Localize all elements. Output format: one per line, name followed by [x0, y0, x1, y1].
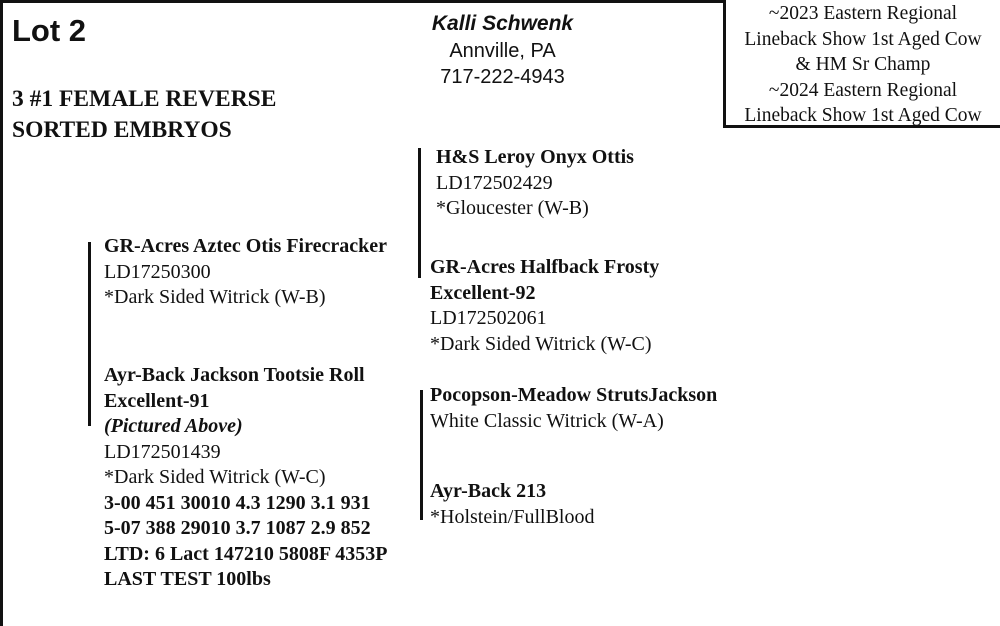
seller-location: Annville, PA — [449, 40, 556, 62]
sire-dam-breed: *Dark Sided Witrick (W-C) — [430, 332, 652, 355]
dam-dam-block — [430, 479, 594, 530]
seller-name: Kalli Schwenk — [431, 12, 574, 35]
sire-sire-name: H&S Leroy Onyx Ottis — [436, 146, 634, 168]
sire-block — [104, 234, 387, 311]
sire-dam-registration: LD172502061 — [430, 307, 547, 329]
award-line: Lineback Show 1st Aged Cow — [744, 28, 982, 50]
dam-record: LAST TEST 100lbs — [104, 568, 271, 590]
sire-dam-block — [430, 255, 659, 357]
sire-dam-score: Excellent-92 — [430, 281, 536, 304]
award-line: & HM Sr Champ — [795, 54, 931, 75]
sire-breed: *Dark Sided Witrick (W-B) — [104, 286, 326, 308]
pedigree-line-sire-side — [418, 148, 421, 278]
seller-info — [400, 10, 605, 90]
dam-dam-name: Ayr-Back 213 — [430, 480, 547, 502]
page-frame-top — [0, 0, 726, 3]
dam-record: 3-00 451 30010 4.3 1290 3.1 931 — [104, 491, 371, 514]
awards-box — [723, 0, 1000, 128]
dam-sire-breed: White Classic Witrick (W-A) — [430, 409, 664, 432]
sire-registration: LD17250300 — [104, 260, 211, 283]
dam-sire-name: Pocopson-Meadow StrutsJackson — [430, 384, 718, 406]
award-line: ~2023 Eastern Regional — [768, 3, 958, 24]
dam-block — [104, 363, 388, 593]
offering-line: SORTED EMBRYOS — [12, 117, 232, 143]
dam-record: LTD: 6 Lact 147210 5808F 4353P — [104, 542, 388, 565]
dam-dam-breed: *Holstein/FullBlood — [430, 505, 595, 528]
dam-registration: LD172501439 — [104, 440, 221, 463]
lot-title: Lot 2 — [12, 13, 87, 48]
sire-sire-block — [436, 145, 634, 222]
sire-sire-registration: LD172502429 — [436, 171, 553, 194]
award-line: Lineback Show 1st Aged Cow — [744, 105, 982, 126]
dam-sire-block — [430, 383, 717, 434]
pedigree-line-parents — [88, 242, 91, 426]
dam-record: 5-07 388 29010 3.7 1087 2.9 852 — [104, 517, 371, 539]
sire-dam-name: GR-Acres Halfback Frosty — [430, 256, 660, 278]
sire-name: GR-Acres Aztec Otis Firecracker — [104, 235, 388, 257]
award-line: ~2024 Eastern Regional — [768, 79, 958, 101]
offering-line: 3 #1 FEMALE REVERSE — [12, 86, 277, 112]
dam-breed: *Dark Sided Witrick (W-C) — [104, 466, 326, 488]
dam-name: Ayr-Back Jackson Tootsie Roll — [104, 364, 365, 386]
pedigree-line-dam-side — [420, 390, 423, 520]
offering-title — [12, 84, 276, 146]
page-frame-left — [0, 0, 3, 626]
sire-sire-breed: *Gloucester (W-B) — [436, 197, 589, 219]
seller-phone: 717-222-4943 — [440, 66, 565, 88]
dam-score: Excellent-91 — [104, 389, 210, 412]
dam-note: (Pictured Above) — [104, 415, 243, 437]
